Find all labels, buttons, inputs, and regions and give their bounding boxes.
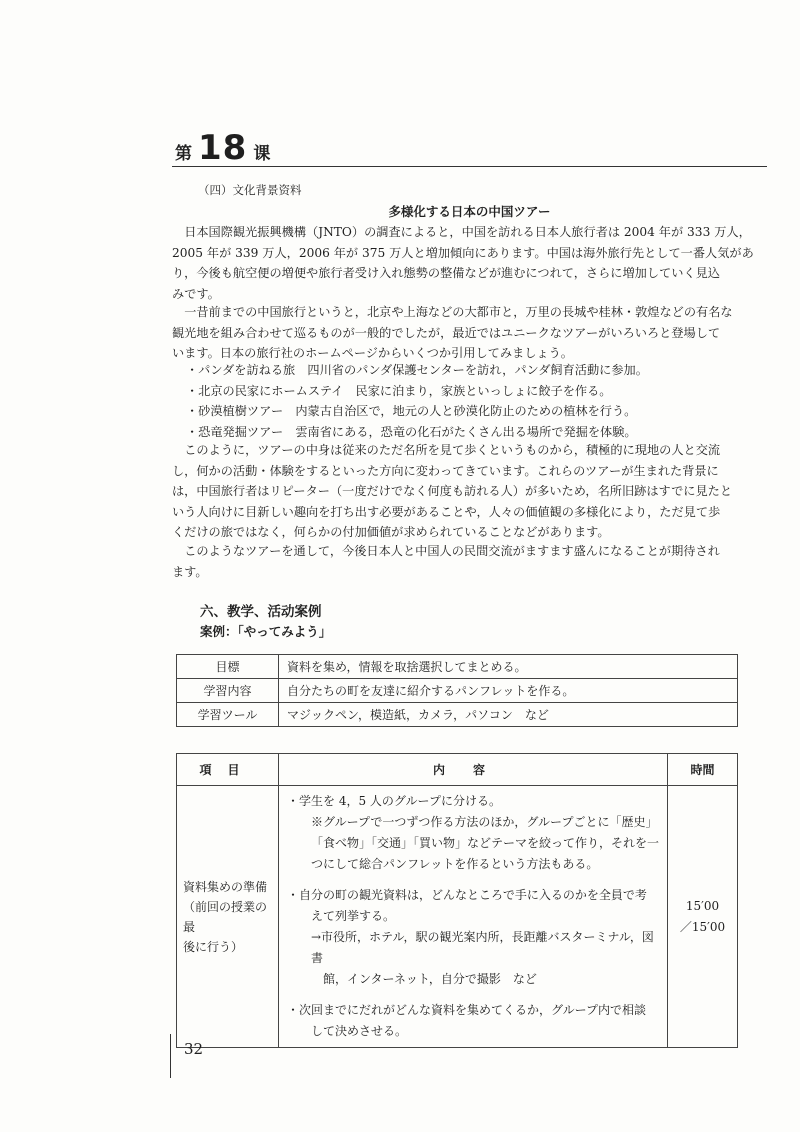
table-cell-value: 自分たちの町を友達に紹介するパンフレットを作る。 (279, 679, 738, 703)
text-line: ・学生を 4，5 人のグループに分ける。 (287, 794, 501, 808)
text-line: くだけの旅ではなく，何らかの付加価値が求められていることなどがあります。 (172, 525, 610, 539)
table-cell-label: 学習内容 (177, 679, 279, 703)
text-line: ます。 (172, 564, 208, 579)
text-line: 2005 年が 339 万人，2006 年が 375 万人と増加傾向にあります。中国は海外旅行先として一番人気があ (172, 245, 754, 260)
article-title: 多様化する日本の中国ツアー (388, 204, 551, 219)
text-line: り，今後も航空便の増便や旅行者受け入れ態勢の整備などが進むにつれて，さらに増加していく見込 (172, 266, 720, 280)
paragraph-2 (172, 302, 767, 364)
footer-bar (170, 1034, 171, 1078)
paragraph-4 (172, 541, 767, 582)
text-line: 一昔前までの中国旅行というと，北京や上海などの大都市と，万里の長城や桂林・敦煌などの有名な (184, 305, 733, 319)
text-line: して決めさせる。 (311, 1024, 408, 1038)
paragraph-3 (172, 440, 767, 543)
text-line: 館，インターネット，自分で撮影 など (323, 972, 537, 986)
table-header-row (177, 754, 738, 786)
text-line: 後に行う） (183, 939, 244, 954)
header-item: 項目 (177, 754, 279, 786)
table-cell-label: 学習ツール (177, 703, 279, 727)
table-cell-value: 資料を集め，情報を取捨選択してまとめる。 (279, 655, 738, 679)
text-line: →市役所，ホテル，駅の観光案内所，長距離バスターミナル，図書 (311, 930, 654, 965)
paragraph-1 (172, 222, 767, 304)
content-block (287, 1000, 659, 1042)
tour-list (172, 360, 767, 442)
lesson-suffix: 课 (253, 144, 271, 164)
example-title: 案例：「やってみよう」 (200, 624, 332, 639)
text-line: （前回の授業の最 (183, 899, 268, 934)
list-item: ・恐竜発掘ツアー 雲南省にある，恐竜の化石がたくさん出る場所で発掘を体験。 (186, 424, 637, 439)
text-line: 観光地を組み合わせて巡るものが一般的でしたが，最近ではユニークなツアーがいろいろと登場して (172, 325, 721, 340)
text-line: 日本国際観光振興機構（JNTO）の調査によると，中国を訪れる日本人旅行者は 2004 年が 333 万人， (184, 225, 751, 239)
activity-time (668, 786, 738, 1048)
text-line: このようなツアーを通して，今後日本人と中国人の民間交流がますます盛んになることが期待され (184, 544, 720, 558)
content-block (287, 885, 659, 990)
activity-table (176, 753, 738, 1048)
table-row (177, 786, 738, 1048)
header-time: 時間 (668, 754, 738, 786)
text-line: います。日本の旅行社のホームページからいくつか引用してみましょう。 (172, 346, 573, 360)
text-line: えて列挙する。 (311, 909, 396, 923)
header-rule (172, 166, 767, 167)
section-6-title: 六、教学、活动案例 (200, 604, 322, 620)
text-line: ・次回までにだれがどんな資料を集めてくるか，グループ内で相談 (287, 1003, 647, 1017)
content-block (287, 791, 659, 875)
table-cell-value: マジックペン，模造紙，カメラ，パソコン など (279, 703, 738, 727)
text-line: このように，ツアーの中身は従来のただ名所を見て歩くというものから，積極的に現地の人と交流 (184, 443, 721, 457)
lesson-prefix: 第 (175, 144, 192, 164)
table-row (177, 679, 738, 703)
goals-table (176, 654, 738, 727)
lesson-number: 18 (198, 128, 248, 168)
activity-content (279, 786, 668, 1048)
text-line: みです。 (172, 286, 220, 301)
text-line: は，中国旅行者はリピーター（一度だけでなく何度も訪れる人）が多いため，名所旧跡はすでに見たと (172, 484, 733, 498)
text-line: ／15′00 (679, 919, 726, 934)
table-cell-label: 目標 (177, 655, 279, 679)
text-line: いう人向けに目新しい趣向を打ち出す必要があることや，人々の価値観の多様化により，ただ見て歩 (172, 504, 721, 519)
lesson-header (175, 128, 270, 168)
list-item: ・北京の民家にホームステイ 民家に泊まり，家族といっしょに餃子を作る。 (186, 383, 612, 398)
text-line: 15′00 (685, 898, 720, 913)
text-line: つにして総合パンフレットを作るという方法もある。 (311, 857, 599, 871)
text-line: 資料集めの準備 (183, 879, 268, 894)
page-number: 32 (184, 1040, 204, 1058)
activity-item (177, 786, 279, 1048)
list-item: ・砂漠植樹ツアー 内蒙古自治区で，地元の人と砂漠化防止のための植林を行う。 (186, 404, 637, 418)
section-label: （四）文化背景资料 (198, 183, 302, 197)
table-row (177, 703, 738, 727)
text-line: 「食べ物」「交通」「買い物」などテーマを絞って作り，それを一 (311, 836, 660, 850)
table-row (177, 655, 738, 679)
text-line: ・自分の町の観光資料は，どんなところで手に入るのかを全員で考 (287, 888, 647, 902)
text-line: し，何かの活動・体験をするといった方向に変わってきています。これらのツアーが生まれた背景に (172, 463, 719, 478)
text-line: ※グループで一つずつ作る方法のほか，グループごとに「歴史」 (311, 815, 658, 829)
list-item: ・パンダを訪ねる旅 四川省のパンダ保護センターを訪れ，パンダ飼育活動に参加。 (186, 363, 648, 377)
header-content: 内容 (279, 754, 668, 786)
